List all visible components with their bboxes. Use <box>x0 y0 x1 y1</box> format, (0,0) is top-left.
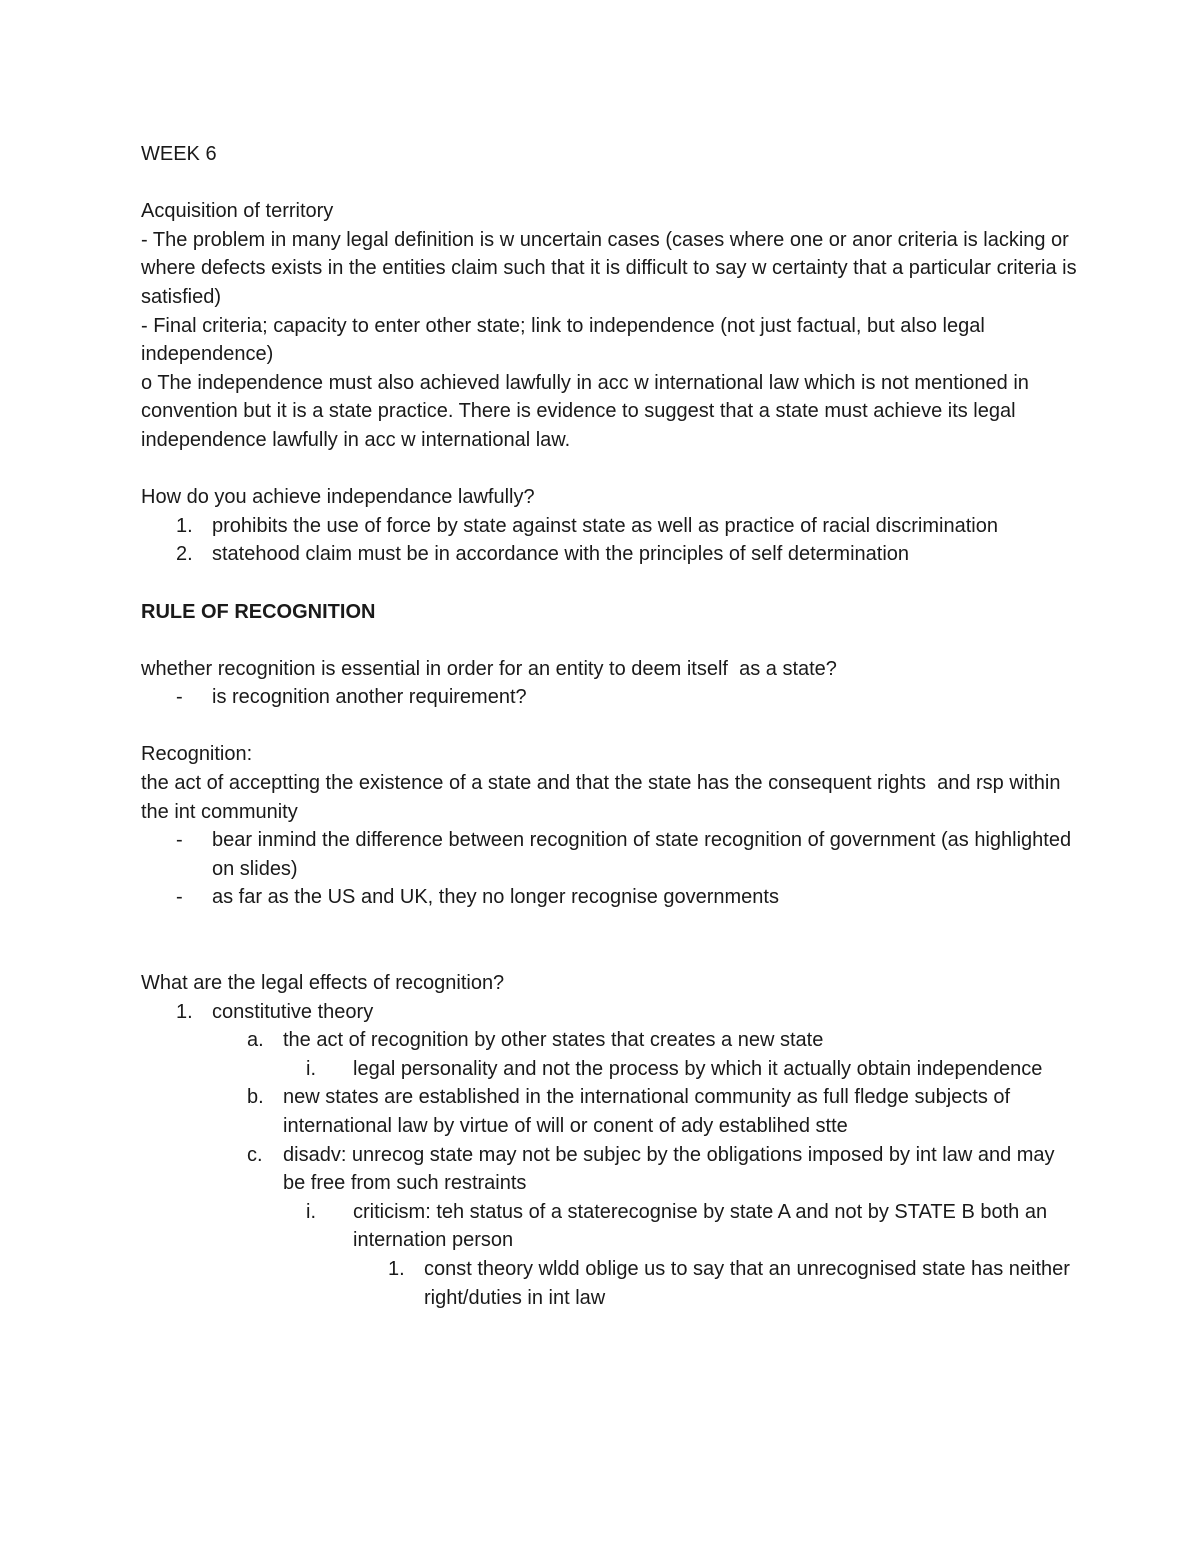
section-heading-recognition: Recognition: <box>141 743 253 766</box>
spacer <box>141 712 1081 741</box>
list-item-text: legal personality and not the process by which it actually obtain independence <box>353 1057 1043 1080</box>
list-item-text: criticism: teh status of a staterecognise by state A and not by STATE B both an internation person <box>353 1200 1048 1252</box>
list-item <box>141 826 1081 883</box>
list-marker: c. <box>247 1143 263 1166</box>
list-marker: - <box>176 829 183 852</box>
list-item <box>141 1198 1081 1255</box>
list-item <box>141 998 1081 1027</box>
list-item-text: new states are established in the international community as full fledge subjects of international law by virtue of will or conent of ady establihed stte <box>283 1086 1011 1137</box>
list-item-text: prohibits the use of force by state against state as well as practice of racial discrimination <box>212 514 998 537</box>
list-marker: b. <box>247 1086 264 1109</box>
document-page <box>141 140 1081 1312</box>
list-item-text: const theory wldd oblige us to say that an unrecognised state has neither right/duties in int law <box>424 1257 1070 1309</box>
section-heading-acquisition: Acquisition of territory <box>141 200 334 223</box>
list-item <box>141 883 1081 912</box>
question-legal-effects: What are the legal effects of recognition? <box>141 972 505 995</box>
list-item-text: as far as the US and UK, they no longer recognise governments <box>212 886 779 909</box>
document-title: WEEK 6 <box>141 143 217 165</box>
list-marker: a. <box>247 1029 264 1052</box>
question-independence: How do you achieve independance lawfully? <box>141 486 535 509</box>
list-item <box>141 540 1081 569</box>
paragraph-uncertain-cases: - The problem in many legal definition is w uncertain cases (cases where one or anor criteria is lacking or where defects exists in the entities claim such that it is difficult to say w certainty that a particular criteria is satisfied) <box>141 228 1083 308</box>
paragraph-independence-lawful: o The independence must also achieved lawfully in acc w international law which is not mentioned in convention but it is a state practice. There is evidence to suggest that a state must achieve its legal independence lawfully in acc w international law. <box>141 371 1035 451</box>
list-item-text: disadv: unrecog state may not be subjec by the obligations imposed by int law and may be free from such restraints <box>283 1143 1055 1195</box>
list-item <box>141 1141 1081 1198</box>
spacer <box>141 626 1081 655</box>
list-item-text: constitutive theory <box>212 1000 374 1023</box>
section-heading-rule-of-recognition: RULE OF RECOGNITION <box>141 600 376 623</box>
paragraph-recognition-definition: the act of acceptting the existence of a state and that the state has the consequent rights and rsp within the int community <box>141 772 1067 823</box>
spacer <box>141 455 1081 484</box>
list-item <box>141 683 1081 712</box>
list-marker: 1. <box>388 1257 405 1280</box>
list-item <box>141 1083 1081 1140</box>
list-marker: 1. <box>176 1000 193 1023</box>
list-marker: 2. <box>176 543 193 566</box>
list-marker: - <box>176 686 183 709</box>
paragraph-final-criteria: - Final criteria; capacity to enter other state; link to independence (not just factual, but also legal independence) <box>141 314 991 366</box>
list-marker: i. <box>306 1057 316 1080</box>
spacer <box>141 569 1081 598</box>
spacer <box>141 912 1081 969</box>
question-recognition-essential: whether recognition is essential in order for an entity to deem itself as a state? <box>141 657 837 680</box>
list-item-text: bear inmind the difference between recognition of state recognition of government (as highlighted on slides) <box>212 829 1072 880</box>
list-item-text: statehood claim must be in accordance with the principles of self determination <box>212 543 910 566</box>
spacer <box>141 169 1081 198</box>
list-marker: i. <box>306 1200 316 1223</box>
list-marker: 1. <box>176 514 193 537</box>
list-item <box>141 1055 1081 1084</box>
list-item-text: the act of recognition by other states that creates a new state <box>283 1029 824 1052</box>
list-item <box>141 1255 1081 1312</box>
list-item-text: is recognition another requirement? <box>212 686 527 709</box>
list-marker: - <box>176 886 183 909</box>
list-item <box>141 1026 1081 1055</box>
list-item <box>141 512 1081 541</box>
